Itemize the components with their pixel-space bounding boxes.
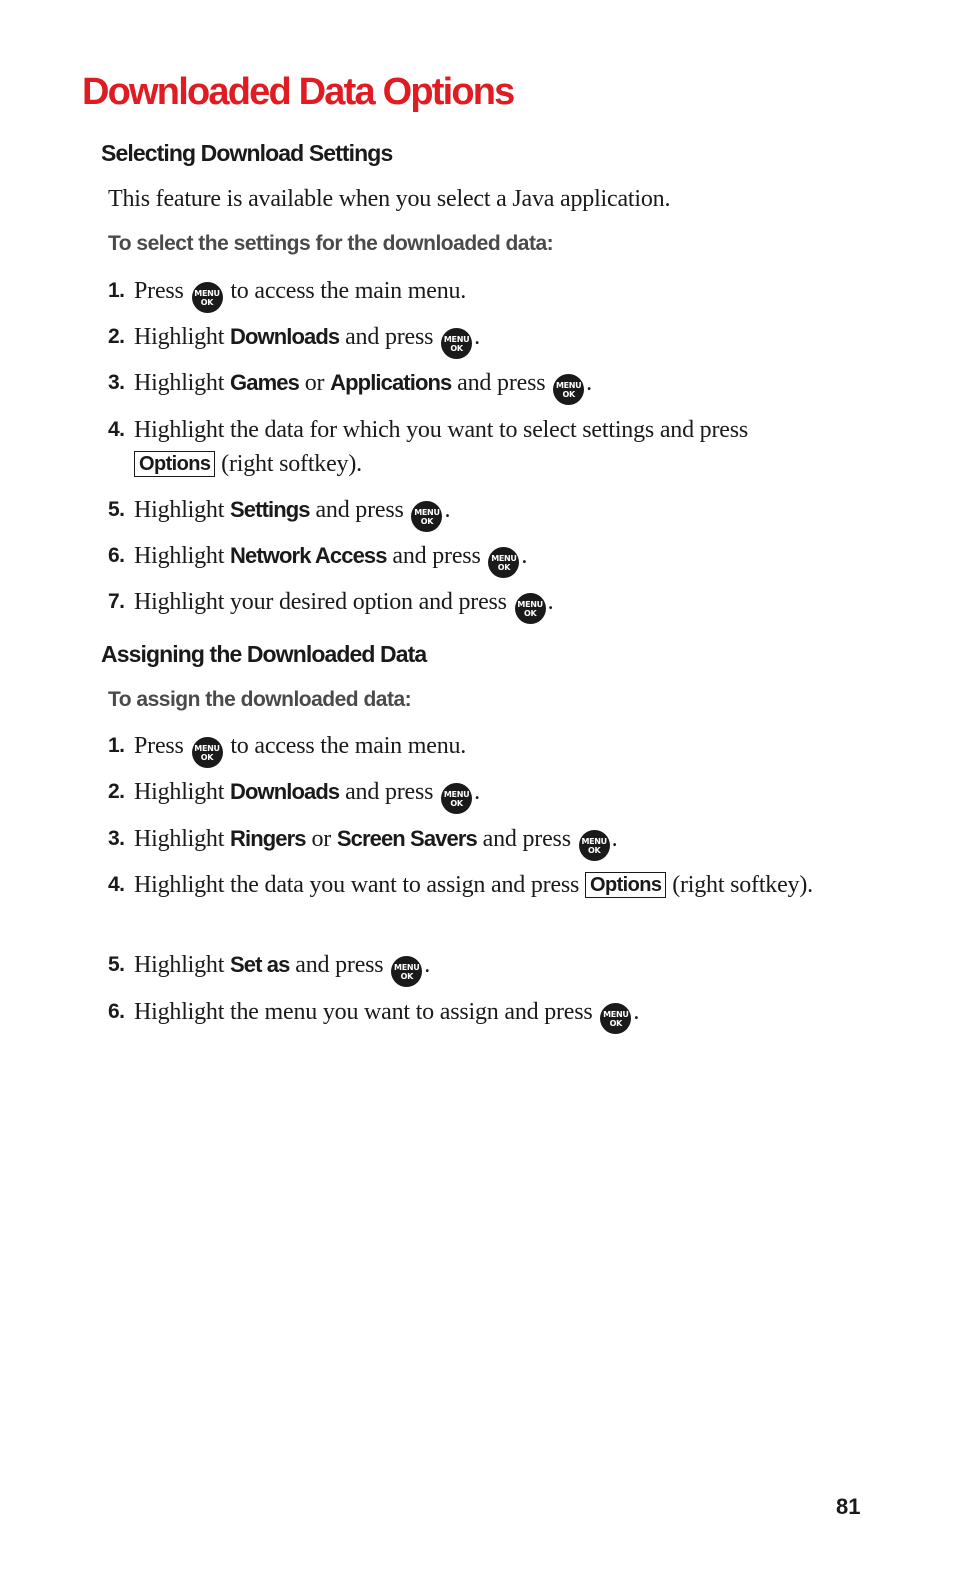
- step-body: Highlight Games or Applications and press MENU OK .: [134, 366, 818, 405]
- step-number: 6.: [108, 544, 125, 567]
- page-title: Downloaded Data Options: [82, 71, 514, 113]
- step-body: Highlight Settings and press MENU OK .: [134, 493, 818, 532]
- step-body: Highlight the menu you want to assign and press MENU OK .: [134, 995, 818, 1034]
- keyword-applications: Applications: [330, 370, 452, 395]
- keyword-settings: Settings: [230, 497, 310, 522]
- keyword-downloads: Downloads: [230, 779, 340, 804]
- step-item: [108, 585, 818, 624]
- keyword-network-access: Network Access: [230, 543, 387, 568]
- step-body: Press MENU OK to access the main menu.: [134, 274, 818, 313]
- menu-ok-key-icon: MENU OK: [515, 593, 546, 624]
- keyword-downloads: Downloads: [230, 324, 340, 349]
- step-number: 6.: [108, 1000, 125, 1023]
- step-item: [108, 868, 818, 902]
- step-body: Highlight Network Access and press MENU OK .: [134, 539, 818, 578]
- intro-text: This feature is available when you select a Java application.: [108, 186, 671, 212]
- step-number: 5.: [108, 498, 125, 521]
- step-body: Highlight Downloads and press MENU OK .: [134, 775, 818, 814]
- step-body: Highlight the data for which you want to select settings and press Options (right softkey).: [134, 417, 748, 477]
- page-number: 81: [836, 1494, 861, 1519]
- keyword-screen-savers: Screen Savers: [336, 826, 477, 851]
- step-body: Highlight your desired option and press MENU OK .: [134, 585, 818, 624]
- step-item: [108, 320, 818, 359]
- step-item: [108, 729, 818, 768]
- step-body: Highlight Set as and press MENU OK .: [134, 948, 818, 987]
- step-body: Highlight Downloads and press MENU OK .: [134, 320, 818, 359]
- menu-ok-key-icon: MENU OK: [579, 830, 610, 861]
- step-number: 5.: [108, 953, 125, 976]
- step-item: [108, 274, 818, 313]
- menu-ok-key-icon: MENU OK: [192, 737, 223, 768]
- step-number: 3.: [108, 827, 125, 850]
- step-body: Highlight Ringers or Screen Savers and press MENU OK .: [134, 822, 818, 861]
- menu-ok-key-icon: MENU OK: [441, 783, 472, 814]
- instruction-heading-settings: To select the settings for the downloaded data:: [108, 232, 554, 255]
- keyword-set-as: Set as: [230, 952, 290, 977]
- instruction-heading-assign: To assign the downloaded data:: [108, 688, 412, 711]
- step-number: 7.: [108, 590, 125, 613]
- step-number: 1.: [108, 279, 125, 302]
- step-item: [108, 948, 818, 987]
- step-body: Highlight the data you want to assign and press Options (right softkey).: [134, 872, 813, 898]
- step-item: [108, 539, 818, 578]
- section-heading-assigning-data: Assigning the Downloaded Data: [101, 641, 427, 667]
- step-number: 1.: [108, 734, 125, 757]
- menu-ok-key-icon: MENU OK: [553, 374, 584, 405]
- step-number: 2.: [108, 325, 125, 348]
- step-body: Press MENU OK to access the main menu.: [134, 729, 818, 768]
- step-item: [108, 822, 818, 861]
- menu-ok-key-icon: MENU OK: [441, 328, 472, 359]
- step-number: 3.: [108, 371, 125, 394]
- step-item: [108, 366, 818, 405]
- menu-ok-key-icon: MENU OK: [600, 1003, 631, 1034]
- step-number: 2.: [108, 780, 125, 803]
- step-item: [108, 995, 818, 1034]
- step-item: [108, 413, 818, 481]
- menu-ok-key-icon: MENU OK: [411, 501, 442, 532]
- options-softkey-label: Options: [585, 872, 666, 898]
- menu-ok-key-icon: MENU OK: [488, 547, 519, 578]
- step-item: [108, 775, 818, 814]
- section-heading-download-settings: Selecting Download Settings: [101, 140, 393, 166]
- step-item: [108, 493, 818, 532]
- keyword-games: Games: [230, 370, 299, 395]
- options-softkey-label: Options: [134, 451, 215, 477]
- keyword-ringers: Ringers: [230, 826, 306, 851]
- step-number: 4.: [108, 418, 125, 441]
- menu-ok-key-icon: MENU OK: [391, 956, 422, 987]
- step-number: 4.: [108, 873, 125, 896]
- menu-ok-key-icon: MENU OK: [192, 282, 223, 313]
